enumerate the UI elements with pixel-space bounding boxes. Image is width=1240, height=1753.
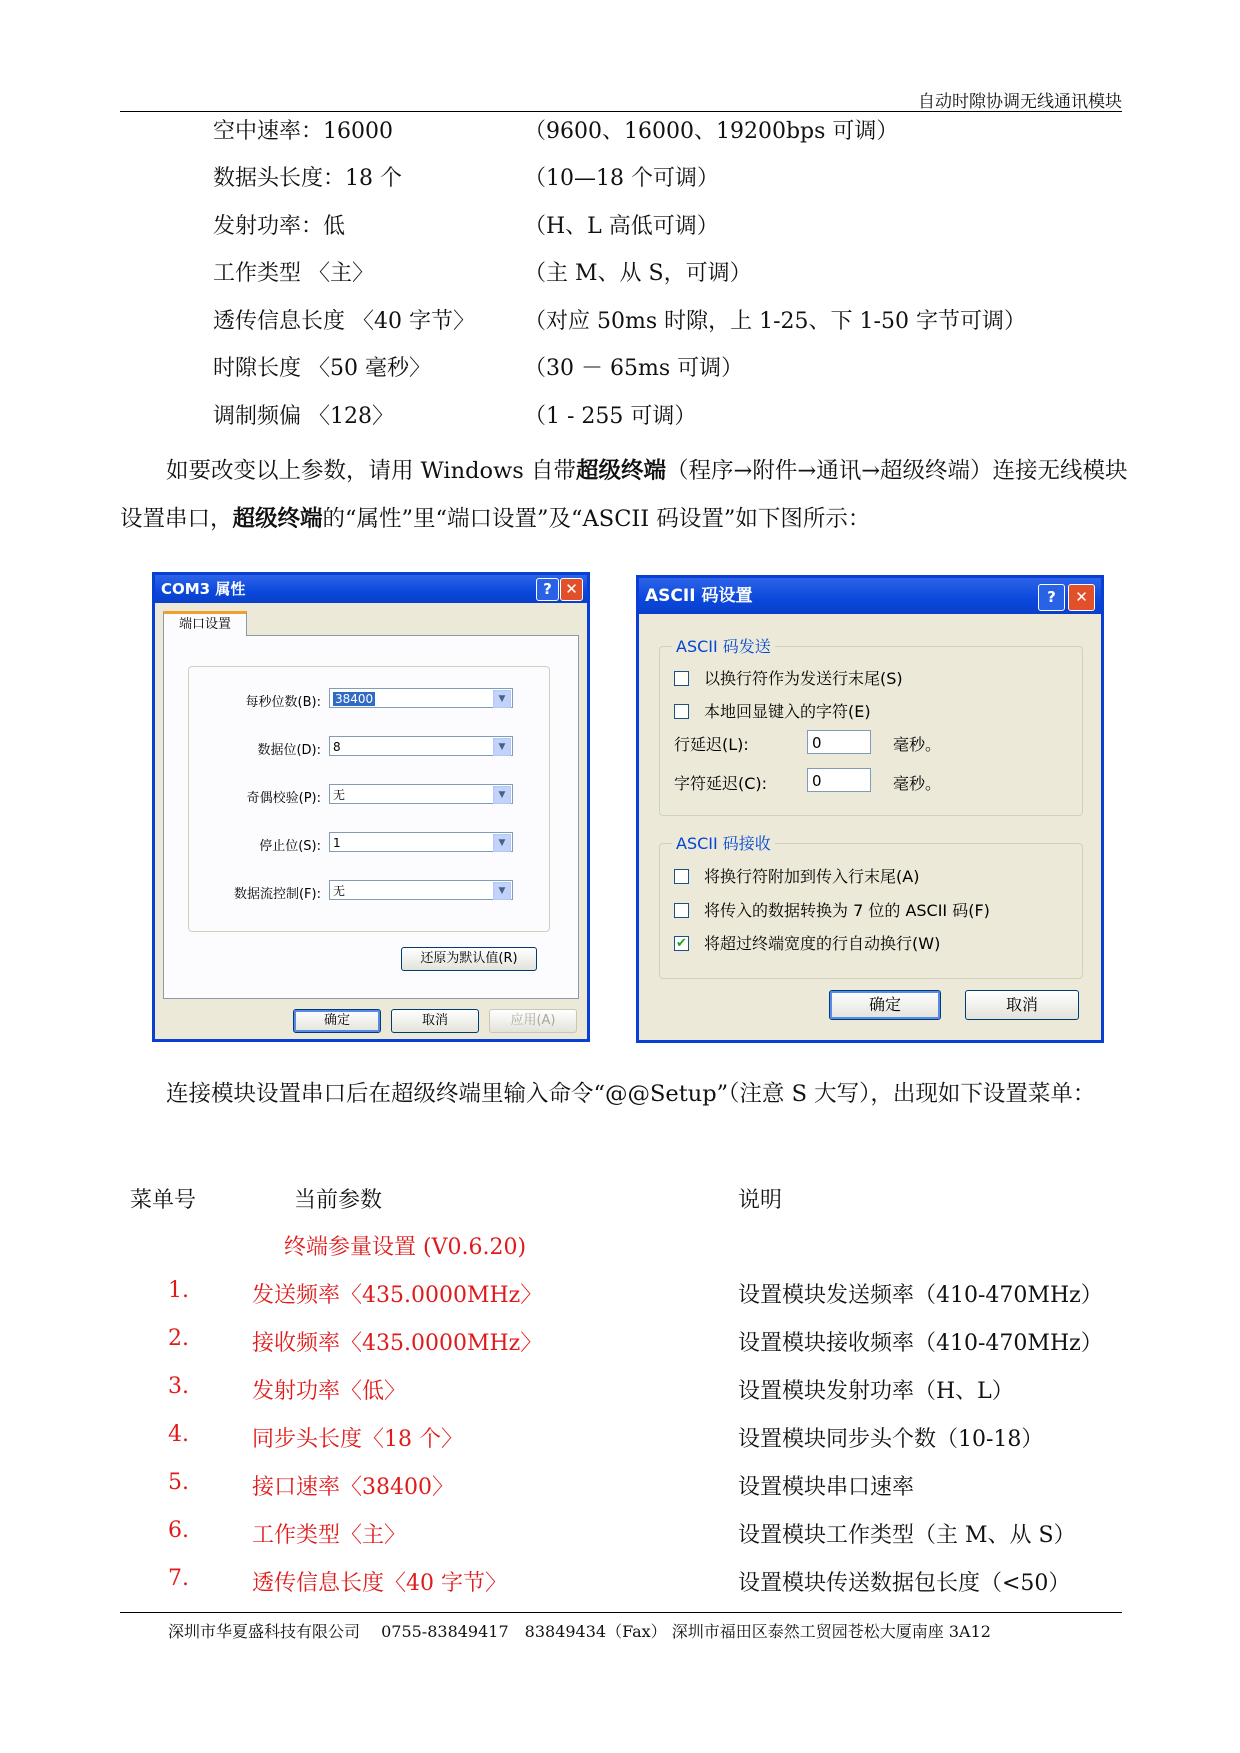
menu-num: 1. <box>168 1278 189 1303</box>
menu-row <box>0 1326 1240 1366</box>
checkbox-label: 将传入的数据转换为 7 位的 ASCII 码(F) <box>704 901 990 920</box>
param-value: （对应 50ms 时隙，上 1-25、下 1-50 字节可调） <box>524 309 1026 334</box>
checkbox[interactable] <box>674 903 689 918</box>
menu-desc: 设置模块接收频率（410-470MHz） <box>738 1331 1103 1356</box>
menu-row <box>0 1278 1240 1318</box>
param-row <box>0 209 1240 249</box>
para-text: 如要改变以上参数，请用 Windows 自带 <box>166 458 576 484</box>
menu-param: 透传信息长度〈40 字节〉 <box>252 1571 507 1596</box>
header-title: 自动时隙协调无线通讯模块 <box>918 92 1122 112</box>
param-value: （H、L 高低可调） <box>524 214 719 239</box>
help-icon[interactable]: ? <box>1038 584 1065 611</box>
checkbox-label: 将换行符附加到传入行末尾(A) <box>704 867 920 886</box>
ok-button[interactable]: 确定 <box>293 1009 381 1033</box>
setup-paragraph: 连接模块设置串口后在超级终端里输入命令“@@Setup”（注意 S 大写），出现如下设置菜单： <box>166 1081 1096 1107</box>
footer-contact: 深圳市华夏盛科技有限公司 0755-83849417 83849434（Fax） 深圳市福田区泰然工贸园苍松大厦南座 3A12 <box>168 1622 991 1641</box>
checkbox[interactable] <box>674 671 689 686</box>
select-value: 8 <box>333 740 341 754</box>
para-text: （程序→附件→通讯→超级终端）连接无线模块设置串口， <box>120 458 1128 532</box>
close-icon[interactable]: ✕ <box>1068 584 1095 611</box>
param-value: （主 M、从 S，可调） <box>524 261 752 286</box>
param-row <box>0 114 1240 154</box>
group-title: ASCII 码发送 <box>672 634 775 657</box>
field-label: 奇偶校验(P): <box>246 791 321 806</box>
menu-desc: 设置模块发射功率（H、L） <box>738 1379 1014 1404</box>
chevron-down-icon[interactable]: ▼ <box>493 834 511 852</box>
menu-row <box>0 1422 1240 1462</box>
footer-rule <box>120 1612 1122 1613</box>
param-value: （1 - 255 可调） <box>524 404 697 429</box>
menu-row <box>0 1470 1240 1510</box>
char-delay-input[interactable]: 0 <box>807 768 871 792</box>
menu-num: 7. <box>168 1566 189 1591</box>
line-delay-input[interactable]: 0 <box>807 730 871 754</box>
menu-desc: 设置模块发送频率（410-470MHz） <box>738 1283 1103 1308</box>
field-label: 每秒位数(B): <box>245 695 321 710</box>
header-rule <box>120 111 1122 112</box>
chevron-down-icon[interactable]: ▼ <box>493 690 511 708</box>
apply-button[interactable]: 应用(A) <box>489 1009 577 1033</box>
menu-heading: 终端参量设置 (V0.6.20) <box>284 1235 527 1260</box>
param-key: 调制频偏 〈128〉 <box>213 404 394 429</box>
menu-param: 接收频率〈435.0000MHz〉 <box>252 1331 543 1356</box>
group-title: ASCII 码接收 <box>672 831 775 854</box>
checkbox-label: 以换行符作为发送行末尾(S) <box>704 669 903 688</box>
field-label: 停止位(S): <box>259 839 321 854</box>
param-row <box>0 399 1240 439</box>
cancel-button[interactable]: 取消 <box>391 1009 479 1033</box>
menu-param: 发射功率〈低〉 <box>252 1379 407 1404</box>
menu-num: 5. <box>168 1470 189 1495</box>
unit-label: 毫秒。 <box>893 735 942 754</box>
menu-param: 工作类型〈主〉 <box>252 1523 407 1548</box>
menu-param: 接口速率〈38400〉 <box>252 1475 454 1500</box>
instruction-paragraph <box>120 447 1130 543</box>
checkbox-checked[interactable]: ✔ <box>674 936 689 951</box>
param-row <box>0 256 1240 296</box>
menu-desc: 设置模块串口速率 <box>738 1475 915 1500</box>
close-icon[interactable]: ✕ <box>560 578 583 601</box>
select-value: 1 <box>333 836 341 850</box>
dialog-title: ASCII 码设置 <box>639 578 1101 614</box>
param-key: 工作类型 〈主〉 <box>213 261 374 286</box>
checkbox-label: 本地回显键入的字符(E) <box>704 702 871 721</box>
help-icon[interactable]: ? <box>536 578 559 601</box>
select-value: 无 <box>333 884 346 898</box>
menu-param: 发送频率〈435.0000MHz〉 <box>252 1283 543 1308</box>
menu-num: 4. <box>168 1422 189 1447</box>
ok-button[interactable]: 确定 <box>829 990 941 1020</box>
field-label: 数据位(D): <box>257 743 321 758</box>
chevron-down-icon[interactable]: ▼ <box>493 738 511 756</box>
menu-desc: 设置模块传送数据包长度（<50） <box>738 1571 1071 1596</box>
baud-rate-select[interactable] <box>329 688 513 708</box>
dialog-title: COM3 属性 <box>155 575 587 603</box>
data-bits-select[interactable] <box>329 736 513 756</box>
param-value: （10—18 个可调） <box>524 166 719 191</box>
chevron-down-icon[interactable]: ▼ <box>493 882 511 900</box>
param-key: 发射功率：低 <box>213 214 346 239</box>
stop-bits-select[interactable] <box>329 832 513 852</box>
port-settings-group <box>188 666 550 932</box>
select-value: 38400 <box>335 692 374 706</box>
menu-num: 2. <box>168 1326 189 1351</box>
menu-desc: 设置模块工作类型（主 M、从 S） <box>738 1523 1076 1548</box>
unit-label: 毫秒。 <box>893 774 942 793</box>
menu-col-num: 菜单号 <box>130 1188 197 1213</box>
flow-control-select[interactable] <box>329 880 513 900</box>
para-text: 的“属性”里“端口设置”及“ASCII 码设置”如下图所示： <box>322 506 871 532</box>
com-properties-dialog <box>152 572 590 1042</box>
para-bold: 超级终端 <box>575 458 666 484</box>
para-bold: 超级终端 <box>232 506 323 532</box>
menu-param: 同步头长度〈18 个〉 <box>252 1427 463 1452</box>
chevron-down-icon[interactable]: ▼ <box>493 786 511 804</box>
cancel-button[interactable]: 取消 <box>965 990 1079 1020</box>
param-key: 数据头长度：18 个 <box>213 166 402 191</box>
param-row <box>0 304 1240 344</box>
tab-port-settings[interactable]: 端口设置 <box>163 611 247 636</box>
menu-row <box>0 1566 1240 1606</box>
ascii-setup-dialog <box>636 575 1104 1043</box>
tab-page <box>163 635 579 999</box>
restore-defaults-button[interactable]: 还原为默认值(R) <box>401 947 537 971</box>
param-key: 时隙长度 〈50 毫秒〉 <box>213 356 431 381</box>
line-delay-label: 行延迟(L): <box>674 735 749 754</box>
menu-row <box>0 1374 1240 1414</box>
field-label: 数据流控制(F): <box>233 887 321 902</box>
menu-row <box>0 1518 1240 1558</box>
checkbox[interactable] <box>674 869 689 884</box>
menu-col-param: 当前参数 <box>294 1188 383 1213</box>
char-delay-label: 字符延迟(C): <box>674 774 768 793</box>
checkbox-label: 将超过终端宽度的行自动换行(W) <box>704 934 941 953</box>
menu-num: 6. <box>168 1518 189 1543</box>
parity-select[interactable] <box>329 784 513 804</box>
menu-num: 3. <box>168 1374 189 1399</box>
menu-desc: 设置模块同步头个数（10-18） <box>738 1427 1044 1452</box>
menu-col-desc: 说明 <box>738 1188 783 1213</box>
param-value: （30 － 65ms 可调） <box>524 356 744 381</box>
param-row <box>0 351 1240 391</box>
param-key: 空中速率：16000 <box>213 119 393 144</box>
param-row <box>0 161 1240 201</box>
checkbox[interactable] <box>674 704 689 719</box>
param-value: （9600、16000、19200bps 可调） <box>524 119 899 144</box>
select-value: 无 <box>333 788 346 802</box>
param-key: 透传信息长度 〈40 字节〉 <box>213 309 475 334</box>
